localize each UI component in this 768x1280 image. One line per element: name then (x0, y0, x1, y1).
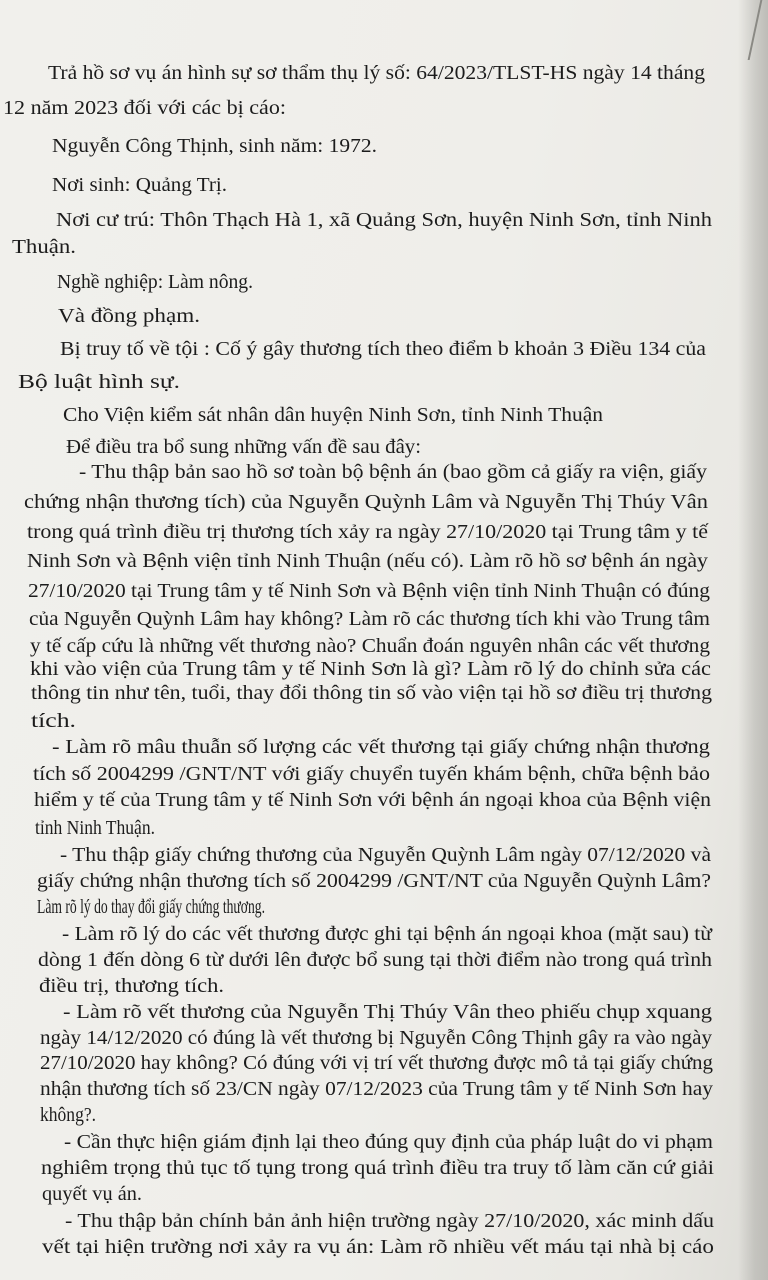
document-line: chứng nhận thương tích) của Nguyễn Quỳnh Lâm và Nguyễn Thị Thúy Vân (24, 492, 708, 513)
document-line: - Làm rõ vết thương của Nguyễn Thị Thúy Vân theo phiếu chụp xquang (63, 1002, 712, 1023)
document-line: Bị truy tố về tội : Cố ý gây thương tích theo điểm b khoản 3 Điều 134 của (60, 339, 706, 360)
document-line: - Thu thập bản sao hồ sơ toàn bộ bệnh án (bao gồm cả giấy ra viện, giấy (79, 462, 707, 483)
document-line: Nghề nghiệp: Làm nông. (57, 272, 253, 293)
document-line: nghiêm trọng thủ tục tố tụng trong quá trình điều tra truy tố làm căn cứ giải (41, 1158, 714, 1179)
document-line: Và đồng phạm. (58, 306, 200, 327)
document-line: - Cần thực hiện giám định lại theo đúng quy định của pháp luật do vi phạm (64, 1132, 713, 1153)
document-line: tích. (31, 711, 76, 732)
document-line: - Làm rõ lý do các vết thương được ghi tại bệnh án ngoại khoa (mặt sau) từ (62, 924, 712, 945)
document-line: ngày 14/12/2020 có đúng là vết thương bị Nguyễn Công Thịnh gây ra vào ngày (40, 1028, 712, 1049)
document-line: Làm rõ lý do thay đổi giấy chứng thương. (37, 897, 265, 918)
document-line: điều trị, thương tích. (39, 976, 224, 997)
document-line: - Làm rõ mâu thuẫn số lượng các vết thương tại giấy chứng nhận thương (52, 737, 710, 758)
document-line: - Thu thập bản chính bản ảnh hiện trường ngày 27/10/2020, xác minh dấu (65, 1211, 714, 1232)
document-line: 27/10/2020 hay không? Có đúng với vị trí vết thương được mô tả tại giấy chứng (40, 1053, 713, 1074)
page-edge-shadow (738, 0, 768, 1280)
document-line: hiểm y tế của Trung tâm y tế Ninh Sơn với bệnh án ngoại khoa của Bệnh viện (34, 790, 711, 811)
document-line: Nguyễn Công Thịnh, sinh năm: 1972. (52, 136, 377, 157)
document-line: vết tại hiện trường nơi xảy ra vụ án: Làm rõ nhiều vết máu tại nhà bị cáo (42, 1237, 714, 1258)
document-line: quyết vụ án. (42, 1184, 142, 1205)
document-line: giấy chứng nhận thương tích số 2004299 /GNT/NT của Nguyễn Quỳnh Lâm? (37, 871, 711, 892)
document-line: Thuận. (12, 237, 76, 258)
document-line: Để điều tra bổ sung những vấn đề sau đây: (66, 437, 421, 458)
document-line: Trả hồ sơ vụ án hình sự sơ thẩm thụ lý số: 64/2023/TLST-HS ngày 14 tháng (48, 63, 705, 84)
document-line: 12 năm 2023 đối với các bị cáo: (3, 98, 286, 119)
document-line: Cho Viện kiểm sát nhân dân huyện Ninh Sơn, tỉnh Ninh Thuận (63, 405, 603, 426)
document-line: khi vào viện của Trung tâm y tế Ninh Sơn là gì? Làm rõ lý do chỉnh sửa các (30, 659, 711, 680)
document-line: thông tin như tên, tuổi, thay đổi thông tin số vào viện tại hồ sơ điều trị thương (31, 683, 712, 704)
document-line: - Thu thập giấy chứng thương của Nguyễn Quỳnh Lâm ngày 07/12/2020 và (60, 845, 711, 866)
document-line: Bộ luật hình sự. (18, 372, 180, 393)
document-line: trong quá trình điều trị thương tích xảy ra ngày 27/10/2020 tại Trung tâm y tế (27, 522, 708, 543)
document-line: nhận thương tích số 23/CN ngày 07/12/2023 của Trung tâm y tế Ninh Sơn hay (40, 1079, 713, 1100)
document-line: tích số 2004299 /GNT/NT với giấy chuyển tuyến khám bệnh, chữa bệnh bảo (33, 764, 710, 785)
document-line: tỉnh Ninh Thuận. (35, 818, 155, 839)
document-line: Nơi cư trú: Thôn Thạch Hà 1, xã Quảng Sơn, huyện Ninh Sơn, tỉnh Ninh (56, 210, 712, 231)
document-line: dòng 1 đến dòng 6 từ dưới lên được bổ sung tại thời điểm nào trong quá trình (38, 950, 712, 971)
document-line: Nơi sinh: Quảng Trị. (52, 175, 227, 196)
document-line: Ninh Sơn và Bệnh viện tỉnh Ninh Thuận (nếu có). Làm rõ hồ sơ bệnh án ngày (27, 551, 708, 572)
document-line: 27/10/2020 tại Trung tâm y tế Ninh Sơn và Bệnh viện tỉnh Ninh Thuận có đúng (28, 581, 710, 602)
document-line: y tế cấp cứu là những vết thương nào? Chuẩn đoán nguyên nhân các vết thương (30, 636, 711, 657)
document-line: không?. (40, 1105, 96, 1126)
document-line: của Nguyễn Quỳnh Lâm hay không? Làm rõ các thương tích khi vào Trung tâm (29, 609, 710, 630)
